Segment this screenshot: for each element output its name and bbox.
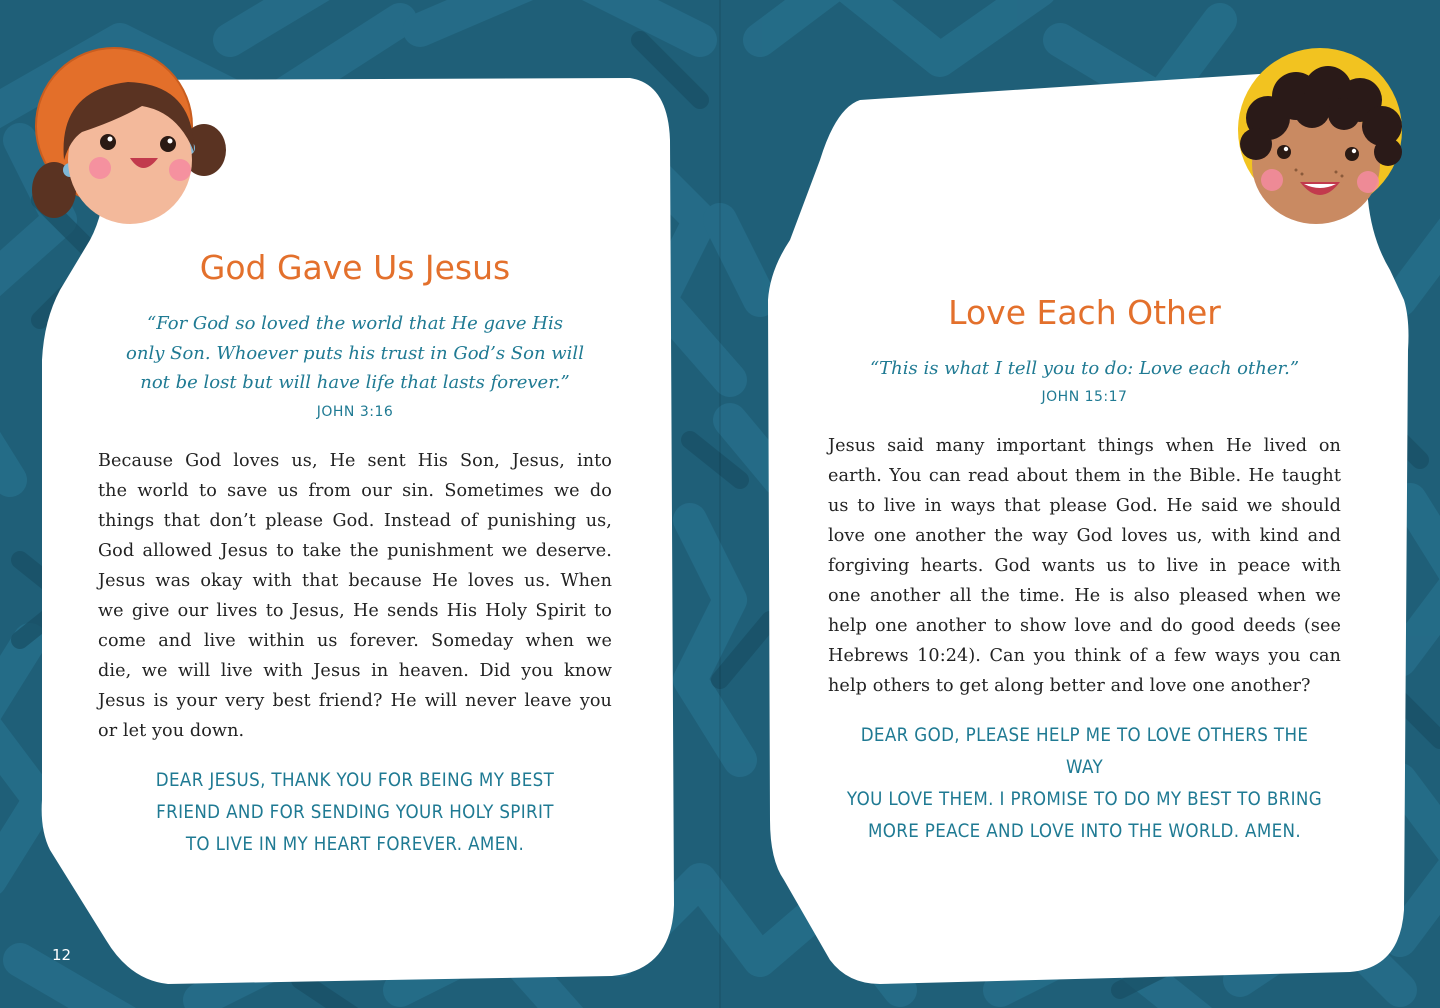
prayer-line: DEAR GOD, PLEASE HELP ME TO LOVE OTHERS THE WAY	[860, 724, 1309, 778]
body-line: earth. You can read about them in the Bible. He taught	[828, 466, 1341, 486]
body-line: love one another the way God loves us, with kind and	[828, 526, 1341, 546]
boy-face-icon	[1216, 40, 1426, 230]
body-line: Jesus was okay with that because He loves us. When	[98, 571, 612, 591]
verse-reference: JOHN 3:16	[316, 404, 394, 420]
body-line: or let you down.	[98, 721, 245, 741]
prayer-line: TO LIVE IN MY HEART FOREVER. AMEN.	[185, 833, 525, 855]
body-line: help others to get along better and love one another?	[828, 676, 1311, 696]
verse-line: “This is what I tell you to do: Love each other.”	[869, 358, 1300, 379]
body-line: we give our lives to Jesus, He sends His Holy Spirit to	[98, 601, 612, 621]
body-text	[828, 431, 1341, 701]
girl-face-icon	[18, 40, 228, 230]
body-line: Hebrews 10:24). Can you think of a few ways you can	[828, 646, 1341, 666]
body-line: the world to save us from our sin. Sometimes we do	[98, 481, 612, 501]
body-line: us to live in ways that please God. He said we should	[828, 496, 1341, 516]
verse-line: not be lost but will have life that lasts forever.”	[140, 372, 570, 393]
verse-quote	[88, 309, 622, 398]
prayer-line: MORE PEACE AND LOVE INTO THE WORLD. AMEN.	[867, 820, 1302, 842]
body-line: come and live within us forever. Someday when we	[98, 631, 612, 651]
body-line: Jesus is your very best friend? He will never leave you	[98, 691, 612, 711]
prayer-line: DEAR JESUS, THANK YOU FOR BEING MY BEST	[155, 769, 555, 791]
page-title: Love Each Other	[948, 293, 1221, 332]
body-line: God allowed Jesus to take the punishment we deserve.	[98, 541, 612, 561]
prayer-line: FRIEND AND FOR SENDING YOUR HOLY SPIRIT	[156, 801, 554, 823]
prayer-text	[111, 764, 599, 860]
body-line: help one another to show love and do good deeds (see	[828, 616, 1341, 636]
body-line: Jesus said many important things when He lived on	[828, 436, 1341, 456]
page-number: 12	[52, 946, 72, 964]
page-number: 13	[1367, 946, 1387, 964]
verse-line: only Son. Whoever puts his trust in God’s Son will	[126, 342, 584, 364]
body-line: things that don’t please God. Instead of punishing us,	[98, 511, 612, 531]
prayer-text	[841, 719, 1328, 847]
body-line: Because God loves us, He sent His Son, Jesus, into	[98, 451, 612, 471]
body-line: die, we will live with Jesus in heaven. Did you know	[98, 661, 612, 681]
body-line: one another all the time. He is also pleased when we	[828, 586, 1341, 606]
verse-quote	[818, 354, 1351, 384]
prayer-line: YOU LOVE THEM. I PROMISE TO DO MY BEST TO BRING	[846, 788, 1323, 810]
body-text	[98, 446, 612, 746]
verse-reference: JOHN 15:17	[1041, 389, 1128, 405]
page-title: God Gave Us Jesus	[199, 248, 511, 287]
body-line: forgiving hearts. God wants us to live in peace with	[828, 556, 1341, 576]
verse-line: “For God so loved the world that He gave His	[147, 313, 563, 334]
